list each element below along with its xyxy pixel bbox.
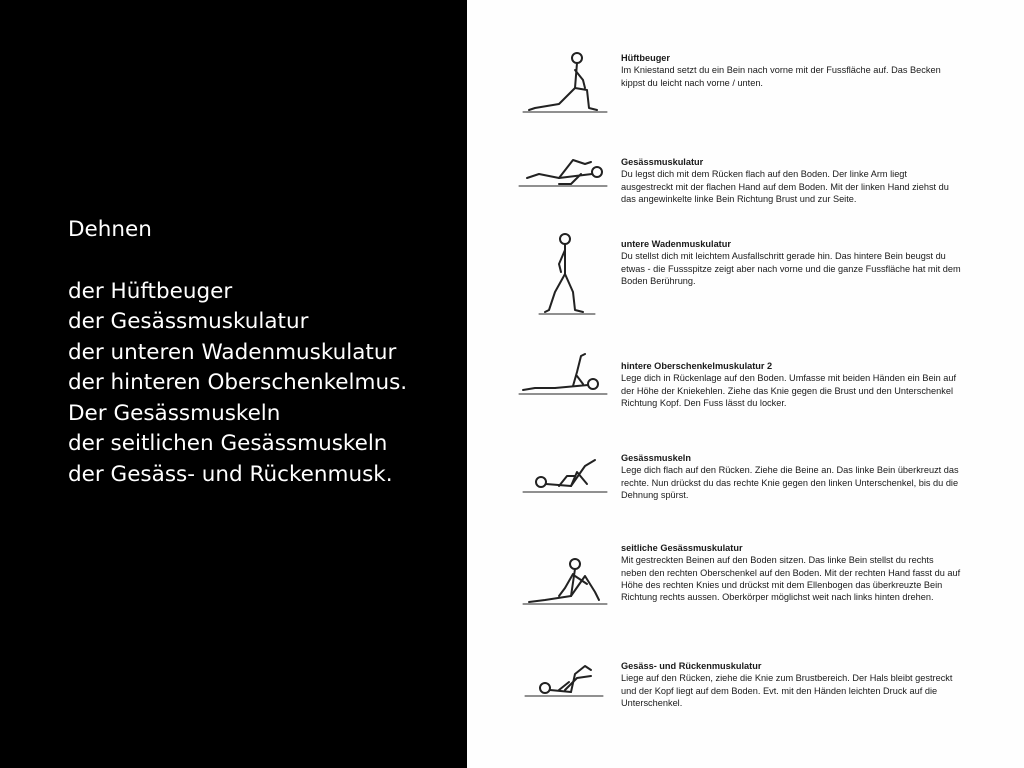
exercise-text [621,542,961,603]
exercise-sheet [467,0,1024,768]
exercise-title: hintere Oberschenkelmuskulatur 2 [621,361,773,371]
slide-item: der unteren Wadenmuskulatur [68,339,397,365]
exercise-text [621,452,961,501]
exercise-description: Du stellst dich mit leichtem Ausfallschritt gerade hin. Das hintere Bein beugst du etwas - die Fussspitze zeigt aber nach vorne und die ganze Fussfläche hat mit dem Boden Berührung. [621,251,961,286]
exercise-description: Mit gestreckten Beinen auf den Boden sitzen. Das linke Bein stellst du rechts neben den rechten Oberschenkel auf den Boden. Mit der rechten Hand fasst du auf Höhe des rechten Knies und drückst mit dem Ellenbogen das überkreuzte Bein Richtung rechts aussen. Oberkörper möglichst weit nach links hinten drehen. [621,555,961,603]
slide-item: der hinteren Oberschenkelmus. [68,370,408,395]
exercise-text [621,660,961,709]
exercise-text [621,156,961,205]
exercise-description: Im Kniestand setzt du ein Bein nach vorne mit der Fussfläche auf. Das Becken kippst du leicht nach vorne / unten. [621,65,941,88]
slide-item: der seitlichen Gesässmuskeln [68,431,388,456]
slide-item: der Hüftbeuger [68,278,233,304]
seated-twist-figure [515,546,611,624]
slide-heading: Dehnen [68,217,152,242]
exercise-description: Liege auf den Rücken, ziehe die Knie zum Brustbereich. Der Hals bleibt gestreckt und der Kopf liegt auf dem Boden. Evt. mit den Händen leichten Druck auf die Unterschenkel. [621,673,953,708]
exercise-description: Du legst dich mit dem Rücken flach auf den Boden. Der linke Arm liegt ausgestreckt mit der flachen Hand auf dem Boden. Mit der linken Hand ziehst du das angewinkelte linke Bein Richtung Brust und zur Seite. [621,169,949,204]
slide-text [68,215,407,490]
exercise-description: Lege dich in Rückenlage auf den Boden. Umfasse mit beiden Händen ein Bein auf der Höhe der Kniekehlen. Ziehe das Knie gegen die Brust und den Unterschenkel Richtung Kopf. Den Fuss lässt du locker. [621,373,957,408]
lying-knee-pull-figure [515,150,611,228]
exercise-title: Hüftbeuger [621,53,670,63]
slide-item: Der Gesässmuskeln [68,400,281,426]
slide-item: der Gesässmuskulatur [68,309,309,334]
exercise-title: untere Wadenmuskulatur [621,239,731,249]
spacer [68,246,407,277]
standing-calf-figure [515,230,611,316]
lying-hamstring-figure [515,348,611,426]
exercise-text [621,360,961,409]
exercise-text [621,52,961,89]
exercise-title: Gesässmuskeln [621,453,691,463]
exercise-title: Gesässmuskulatur [621,157,704,167]
exercise-title: seitliche Gesässmuskulatur [621,543,743,553]
slide-left-panel [0,0,467,768]
exercise-title: Gesäss- und Rückenmuskulatur [621,661,762,671]
exercise-text [621,238,961,287]
knees-to-chest-figure [515,652,611,730]
crossed-leg-figure [515,446,611,524]
kneeling-lunge-figure [515,48,611,126]
exercise-description: Lege dich flach auf den Rücken. Ziehe die Beine an. Das linke Bein überkreuzt das rechte. Nun drückst du das rechte Knie gegen den linken Unterschenkel, bis du die Dehnung spürst. [621,465,959,500]
slide-item: der Gesäss- und Rückenmusk. [68,461,393,487]
